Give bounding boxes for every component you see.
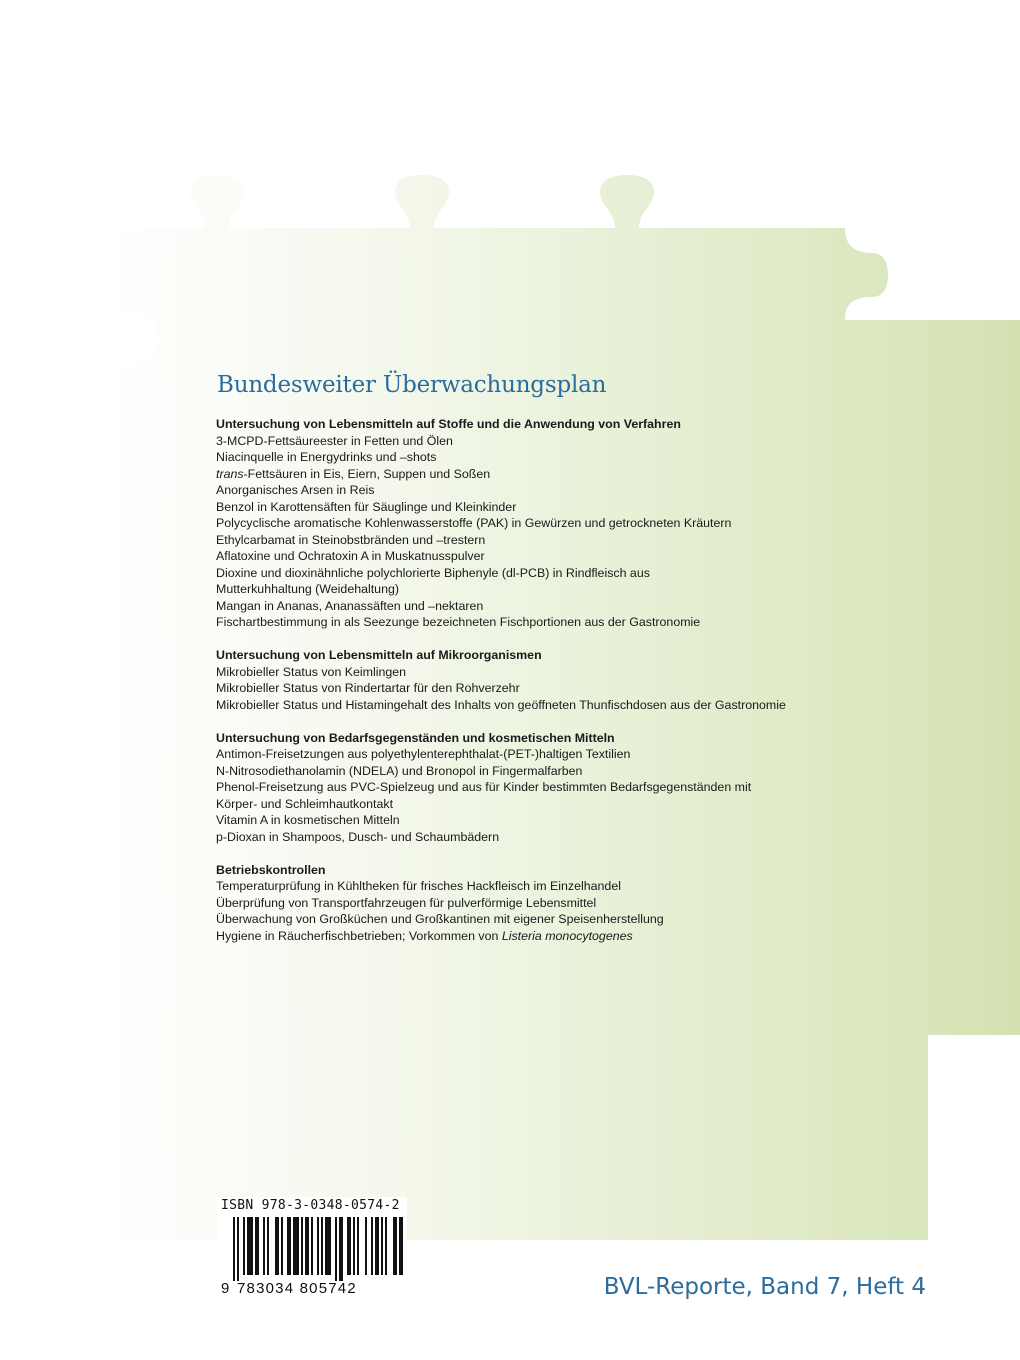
section-heading: Betriebskontrollen <box>216 862 326 877</box>
isbn-label: ISBN 978-3-0348-0574-2 <box>221 1198 400 1213</box>
barcode-bar <box>365 1217 367 1275</box>
barcode-bar <box>335 1217 337 1281</box>
section-heading: Untersuchung von Bedarfsgegenständen und kosmetischen Mitteln <box>216 730 615 745</box>
barcode-bar <box>399 1217 403 1275</box>
list-item: Anorganisches Arsen in Reis <box>216 483 375 497</box>
page-title: Bundesweiter Überwachungsplan <box>217 372 607 398</box>
list-item: Überwachung von Großküchen und Großkantinen mit eigener Speisenherstellung <box>216 912 664 926</box>
item-text: Hygiene in Räucherfischbetrieben; Vorkommen von <box>216 928 502 943</box>
ean-first-digit: 9 <box>221 1280 230 1297</box>
barcode-bar <box>311 1217 313 1275</box>
barcode-bar <box>255 1217 259 1275</box>
list-item: Ethylcarbamat in Steinobstbränden und –trestern <box>216 532 486 547</box>
list-item: Mikrobieller Status von Rindertartar für den Rohverzehr <box>216 681 520 695</box>
section-heading: Untersuchung von Lebensmitteln auf Stoffe und die Anwendung von Verfahren <box>216 417 681 431</box>
barcode-bar <box>263 1217 265 1275</box>
list-item <box>216 466 916 483</box>
barcode-bar <box>321 1217 323 1275</box>
list-item: Überprüfung von Transportfahrzeugen für pulverförmige Lebensmittel <box>216 895 597 910</box>
list-item: Mikrobieller Status und Histamingehalt des Inhalts von geöffneten Thunfischdosen aus der Gastronomie <box>216 697 786 712</box>
list-item: Vitamin A in kosmetischen Mitteln <box>216 813 400 827</box>
list-item: Niacinquelle in Energydrinks und –shots <box>216 450 437 464</box>
list-item: Fischartbestimmung in als Seezunge bezeichneten Fischportionen aus der Gastronomie <box>216 615 701 629</box>
list-item: Phenol-Freisetzung aus PVC-Spielzeug und aus für Kinder bestimmten Bedarfsgegenständen mit <box>216 780 752 794</box>
ean-digits: 783034 805742 <box>237 1280 357 1297</box>
series-label: BVL-Reporte, Band 7, Heft 4 <box>603 1274 926 1300</box>
barcode-bar <box>353 1217 355 1275</box>
barcode-bar <box>237 1217 239 1281</box>
monitoring-plan-list <box>216 416 916 961</box>
barcode-bar <box>281 1217 283 1275</box>
barcode-bar <box>287 1217 291 1275</box>
list-item: Benzol in Karottensäften für Säuglinge und Kleinkinder <box>216 499 517 514</box>
list-item: Mikrobieller Status von Keimlingen <box>216 664 407 679</box>
barcode-bar <box>233 1217 235 1281</box>
list-item: N-Nitrosodiethanolamin (NDELA) und Bronopol in Fingermalfarben <box>216 763 583 778</box>
barcode-bar <box>275 1217 279 1275</box>
italic-term: Listeria monocytogenes <box>501 928 633 943</box>
barcode-bar <box>325 1217 331 1275</box>
list-item: 3-MCPD-Fettsäureester in Fetten und Ölen <box>216 433 453 448</box>
section-inspections <box>216 862 916 945</box>
barcode-bar <box>267 1217 269 1275</box>
item-text: -Fettsäuren in Eis, Eiern, Suppen und Soßen <box>243 466 491 481</box>
barcode-bar <box>393 1217 397 1275</box>
section-consumer-goods <box>216 730 916 846</box>
barcode-bar <box>357 1217 359 1275</box>
barcode-bar <box>371 1217 373 1275</box>
list-item: Antimon-Freisetzungen aus polyethylenterephthalat-(PET-)haltigen Textilien <box>216 747 631 761</box>
list-item: Mutterkuhhaltung (Weidehaltung) <box>216 582 399 596</box>
section-heading: Untersuchung von Lebensmitteln auf Mikroorganismen <box>216 648 542 662</box>
list-item: Mangan in Ananas, Ananassäften und –nektaren <box>216 598 484 613</box>
barcode-bars <box>217 1217 407 1281</box>
list-item: Aflatoxine und Ochratoxin A in Muskatnusspulver <box>216 549 485 563</box>
italic-term: trans <box>216 466 244 481</box>
barcode-bar <box>317 1217 319 1275</box>
list-item: p-Dioxan in Shampoos, Dusch- und Schaumbädern <box>216 829 500 844</box>
list-item: Dioxine und dioxinähnliche polychlorierte Biphenyle (dl-PCB) in Rindfleisch aus <box>216 565 650 580</box>
list-item <box>216 928 916 945</box>
barcode-bar <box>305 1217 309 1275</box>
list-item: Körper- und Schleimhautkontakt <box>216 796 394 811</box>
section-food-substances <box>216 416 916 631</box>
list-item: Polycyclische aromatische Kohlenwasserstoffe (PAK) in Gewürzen und getrockneten Kräutern <box>216 516 732 530</box>
barcode-bar <box>301 1217 303 1275</box>
isbn-barcode <box>217 1197 407 1301</box>
barcode-bar <box>293 1217 299 1275</box>
barcode-bar <box>347 1217 351 1275</box>
barcode-bar <box>375 1217 379 1275</box>
barcode-bar <box>339 1217 343 1281</box>
list-item: Temperaturprüfung in Kühltheken für frisches Hackfleisch im Einzelhandel <box>216 879 621 893</box>
barcode-bar <box>243 1217 245 1275</box>
barcode-bar <box>381 1217 383 1275</box>
barcode-bar <box>385 1217 387 1275</box>
section-microorganisms <box>216 647 916 713</box>
barcode-bar <box>247 1217 253 1275</box>
